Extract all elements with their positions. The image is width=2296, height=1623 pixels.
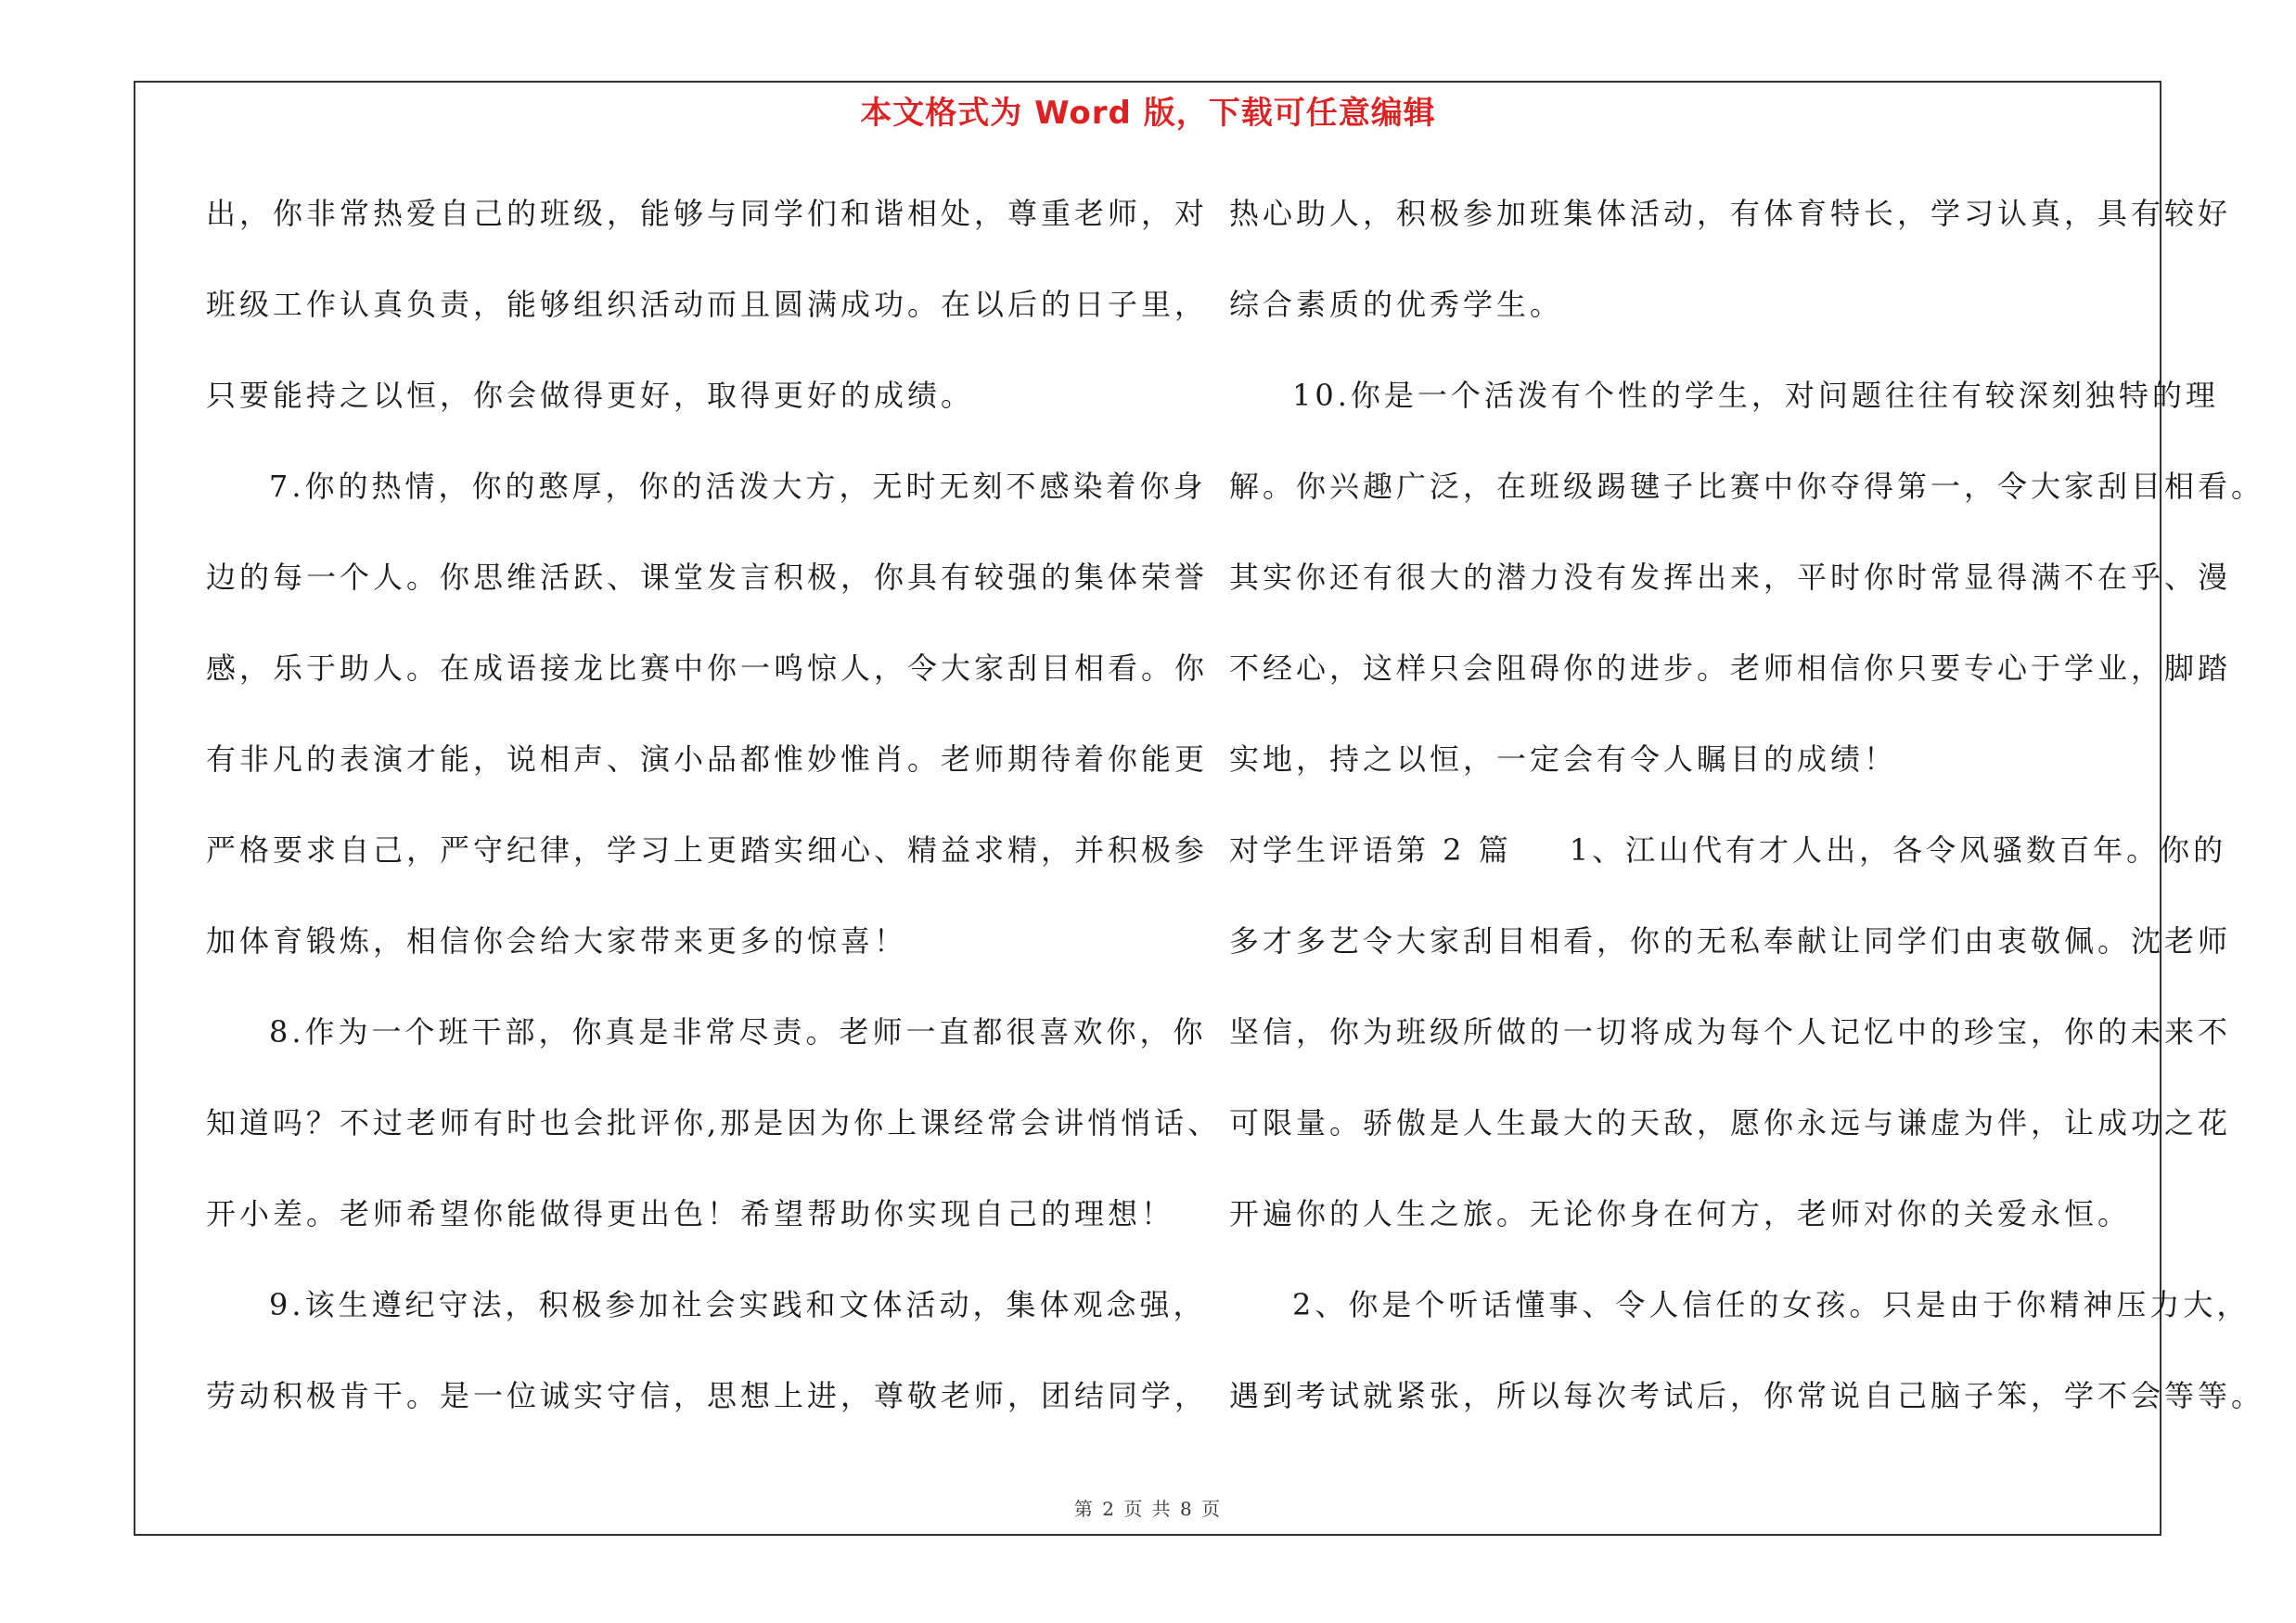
text-line: 有非凡的表演才能，说相声、演小品都惟妙惟肖。老师期待着你能更	[206, 741, 1209, 777]
text-line: 加体育锻炼，相信你会给大家带来更多的惊喜！	[206, 923, 908, 959]
text-line: 1、江山代有才人出，各令风骚数百年。你的	[1569, 832, 2227, 868]
section-heading: 对学生评语第 2 篇	[1229, 832, 1512, 868]
left-column	[206, 182, 1222, 1455]
text-line: 多才多艺令大家刮目相看，你的无私奉献让同学们由衷敬佩。沈老师	[1229, 923, 2232, 959]
text-line: 其实你还有很大的潜力没有发挥出来，平时你时常显得满不在乎、漫	[1229, 560, 2232, 595]
text-line: 开小差。老师希望你能做得更出色！希望帮助你实现自己的理想！	[206, 1196, 1175, 1231]
text-line: 劳动积极肯干。是一位诚实守信，思想上进，尊敬老师，团结同学，	[206, 1378, 1209, 1413]
text-line: 综合素质的优秀学生。	[1229, 287, 1564, 322]
text-line: 遇到考试就紧张，所以每次考试后，你常说自己脑子笨，学不会等等。	[1229, 1378, 2265, 1413]
text-line: 坚信，你为班级所做的一切将成为每个人记忆中的珍宝，你的未来不	[1229, 1014, 2232, 1050]
text-line: 实地，持之以恒，一定会有令人瞩目的成绩！	[1229, 741, 1898, 777]
text-line: 只要能持之以恒，你会做得更好，取得更好的成绩。	[206, 378, 975, 413]
page-number-footer: 第 2 页 共 8 页	[1073, 1498, 1223, 1520]
text-line: 8.作为一个班干部，你真是非常尽责。老师一直都很喜欢你，你	[269, 1014, 1207, 1050]
text-line: 严格要求自己，严守纪律，学习上更踏实细心、精益求精，并积极参	[206, 832, 1209, 868]
text-line: 开遍你的人生之旅。无论你身在何方，老师对你的关爱永恒。	[1229, 1196, 2132, 1231]
text-line: 7.你的热情，你的憨厚，你的活泼大方，无时无刻不感染着你身	[269, 469, 1207, 504]
right-column	[1229, 182, 2265, 1455]
text-line: 可限量。骄傲是人生最大的天敌，愿你永远与谦虚为伴，让成功之花	[1229, 1105, 2232, 1140]
text-line: 解。你兴趣广泛，在班级踢毽子比赛中你夺得第一，令大家刮目相看。	[1229, 469, 2265, 504]
text-line: 出，你非常热爱自己的班级，能够与同学们和谐相处，尊重老师，对	[206, 196, 1209, 231]
text-line: 10.你是一个活泼有个性的学生，对问题往往有较深刻独特的理	[1292, 378, 2219, 413]
text-line: 2、你是个听话懂事、令人信任的女孩。只是由于你精神压力大，	[1292, 1287, 2251, 1322]
text-line: 班级工作认真负责，能够组织活动而且圆满成功。在以后的日子里，	[206, 287, 1209, 322]
text-line: 9.该生遵纪守法，积极参加社会实践和文体活动，集体观念强，	[269, 1287, 1207, 1322]
section-heading-line	[1229, 818, 2227, 909]
text-line: 边的每一个人。你思维活跃、课堂发言积极，你具有较强的集体荣誉	[206, 560, 1209, 595]
text-line: 热心助人，积极参加班集体活动，有体育特长，学习认真，具有较好	[1229, 196, 2232, 231]
text-line: 不经心，这样只会阻碍你的进步。老师相信你只要专心于学业，脚踏	[1229, 650, 2232, 686]
format-banner: 本文格式为 Word 版，下载可任意编辑	[860, 95, 1436, 132]
text-line: 知道吗？不过老师有时也会批评你,那是因为你上课经常会讲悄悄话、	[206, 1105, 1222, 1140]
text-line: 感，乐于助人。在成语接龙比赛中你一鸣惊人，令大家刮目相看。你	[206, 650, 1209, 686]
